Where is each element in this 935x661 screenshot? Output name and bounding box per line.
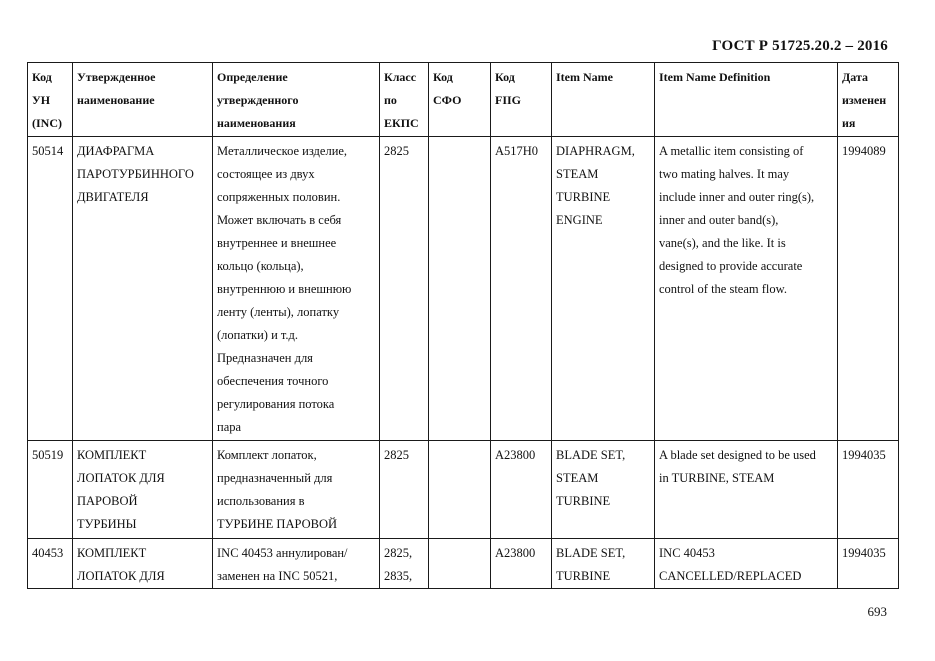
cell-text: КОМПЛЕКТ ЛОПАТОК ДЛЯ xyxy=(77,546,165,583)
cell-text: A23800 xyxy=(495,448,536,462)
cell-text: КОМПЛЕКТ ЛОПАТОК ДЛЯ ПАРОВОЙ ТУРБИНЫ xyxy=(77,448,165,531)
cell-item-name xyxy=(552,137,655,441)
page-number: 693 xyxy=(867,604,887,619)
cell-text: 40453 xyxy=(32,546,64,560)
cell-fiig-code xyxy=(491,441,552,539)
cell-text: A metallic item consisting of two mating halves. It may include inner and outer ring(s), inner and outer band(s), vane(s), and the like. It is designed to provide accurate control of the steam flow. xyxy=(659,144,815,296)
cell-text: Комплект лопаток, предназначенный для использования в ТУРБИНЕ ПАРОВОЙ xyxy=(217,448,338,531)
cell-inc-code xyxy=(28,137,73,441)
cell-text: BLADE SET, STEAM TURBINE xyxy=(556,448,626,508)
header-label: Код УН (INC) xyxy=(32,70,62,130)
cell-item-name xyxy=(552,441,655,539)
cell-text: 2825 xyxy=(384,448,409,462)
item-name-table xyxy=(27,62,899,589)
cell-text: A517H0 xyxy=(495,144,539,158)
cell-sfo-code xyxy=(429,137,491,441)
cell-sfo-code xyxy=(429,441,491,539)
cell-text: ДИАФРАГМА ПАРОТУРБИННОГО ДВИГАТЕЛЯ xyxy=(77,144,194,204)
header-approved-name xyxy=(73,63,213,137)
cell-text: 1994089 xyxy=(842,144,886,158)
cell-name-definition xyxy=(213,539,380,589)
cell-text: A blade set designed to be used in TURBINE, STEAM xyxy=(659,448,816,485)
header-label: Код FIIG xyxy=(495,70,522,107)
cell-name-definition xyxy=(213,137,380,441)
header-item-name xyxy=(552,63,655,137)
header-label: Определение утвержденного наименования xyxy=(217,70,299,130)
cell-text: Металлическое изделие, состоящее из двух сопряженных половин. Может включать в себя внутреннее и внешнее кольцо (кольца), внутреннюю и внешнюю ленту (ленты), лопатку (лопатки) и т.д. Предназначен для обеспечения точного регулирования потока пара xyxy=(217,144,352,434)
cell-item-name xyxy=(552,539,655,589)
cell-text: INC 40453 CANCELLED/REPLACED xyxy=(659,546,802,583)
header-label: Класс по ЕКПС xyxy=(384,70,419,130)
header-item-name-definition xyxy=(655,63,838,137)
cell-text: INC 40453 аннулирован/ заменен на INC 50521, xyxy=(217,546,348,583)
header-label: Код СФО xyxy=(433,70,462,107)
cell-fiig-code xyxy=(491,137,552,441)
cell-item-name-definition xyxy=(655,137,838,441)
cell-text: 50519 xyxy=(32,448,64,462)
cell-text: 1994035 xyxy=(842,546,886,560)
cell-text: 1994035 xyxy=(842,448,886,462)
cell-text: 2825, 2835, xyxy=(384,546,413,583)
cell-ekps-class xyxy=(380,137,429,441)
header-sfo-code xyxy=(429,63,491,137)
table-header-row xyxy=(28,63,899,137)
cell-change-date xyxy=(838,441,899,539)
cell-text: DIAPHRAGM, STEAM TURBINE ENGINE xyxy=(556,144,635,227)
header-label: Дата изменен ия xyxy=(842,70,887,130)
cell-inc-code xyxy=(28,441,73,539)
cell-ekps-class xyxy=(380,441,429,539)
cell-change-date xyxy=(838,137,899,441)
header-fiig-code xyxy=(491,63,552,137)
header-label: Item Name xyxy=(556,70,613,84)
cell-fiig-code xyxy=(491,539,552,589)
cell-text: A23800 xyxy=(495,546,536,560)
header-change-date xyxy=(838,63,899,137)
cell-sfo-code xyxy=(429,539,491,589)
header-label: Утвержденное наименование xyxy=(77,70,156,107)
cell-item-name-definition xyxy=(655,539,838,589)
document-standard-title: ГОСТ Р 51725.20.2 – 2016 xyxy=(712,38,888,54)
header-name-definition xyxy=(213,63,380,137)
header-inc-code xyxy=(28,63,73,137)
cell-text: BLADE SET, TURBINE xyxy=(556,546,626,583)
header-label: Item Name Definition xyxy=(659,70,771,84)
cell-change-date xyxy=(838,539,899,589)
cell-inc-code xyxy=(28,539,73,589)
cell-approved-name xyxy=(73,137,213,441)
cell-approved-name xyxy=(73,441,213,539)
cell-text: 2825 xyxy=(384,144,409,158)
header-ekps-class xyxy=(380,63,429,137)
cell-name-definition xyxy=(213,441,380,539)
table-row xyxy=(28,137,899,441)
cell-text: 50514 xyxy=(32,144,64,158)
table-row xyxy=(28,441,899,539)
cell-ekps-class xyxy=(380,539,429,589)
table-row xyxy=(28,539,899,589)
cell-approved-name xyxy=(73,539,213,589)
cell-item-name-definition xyxy=(655,441,838,539)
